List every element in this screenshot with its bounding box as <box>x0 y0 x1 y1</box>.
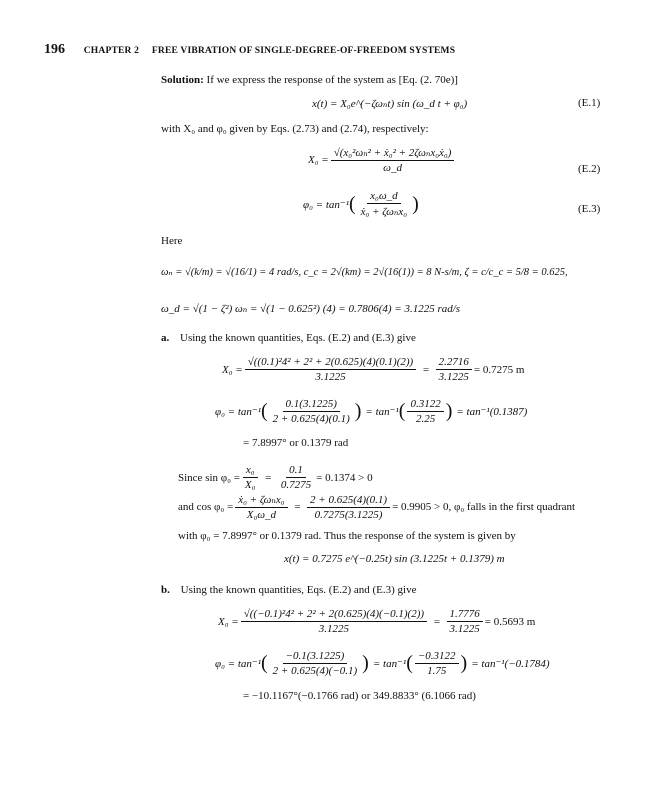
part-a-x0-result: = 0.7275 m <box>473 363 525 376</box>
part-b-x0-fraction <box>241 608 427 635</box>
part-b-phi-denominator-2: 1.75 <box>427 665 447 677</box>
part-a-phi-fraction <box>270 398 353 425</box>
equation-e2 <box>308 146 456 174</box>
part-b-phi-fraction-2 <box>415 650 459 677</box>
e3-denominator: ẋ₀ + ζωₙx₀ <box>360 206 408 218</box>
part-a-phi-numerator: 0.1(3.1225) <box>283 398 340 412</box>
solution-intro <box>161 74 458 86</box>
part-a-label: a. <box>161 332 170 344</box>
equation-e3: φ₀ = tan⁻¹ ( $\frac{\text{x₀ω\_d}}{\text{ẋ₀ + ζωₙx₀}}$ ) <box>303 190 419 218</box>
page-number: 196 <box>44 42 65 57</box>
part-a-cos-result: = 0.9905 > 0, φ₀ falls in the first quadrant <box>392 501 576 513</box>
part-b-x0-fraction-2 <box>447 608 483 635</box>
e2-lhs: X₀ = <box>308 154 329 166</box>
part-a-cos-denominator-2: 0.7275(3.1225) <box>314 508 383 521</box>
part-a-cos-numerator-2: 2 + 0.625(4)(0.1) <box>307 494 390 508</box>
part-b-phi-value: = −10.1167°(−0.1766 rad) or 349.8833° (6.1066 rad) <box>243 690 476 702</box>
part-a-sin-numerator: x₀ <box>243 464 258 478</box>
part-b-x0-lhs: X₀ = <box>218 615 239 628</box>
part-a-x0-lhs: X₀ = <box>222 363 243 376</box>
part-a-cos-fraction <box>235 493 287 521</box>
part-a-x0-numerator-2: 2.2716 <box>436 356 472 370</box>
part-a-cos-check: and cos φ₀ = $\frac{\text{ẋ₀ + ζωₙx₀}}{\text{X₀ω\_d}}$ = $\frac{2 + 0.625(4)(0.1)}{0.7275(3.1225)}$ = 0.9905 > 0, φ₀ falls in the first quadrant <box>178 493 576 521</box>
part-b-x0-equation: X₀ = $\frac{\text{√((−0.1)²4² + 2² + 2(0.625)(4)(−0.1)(2))}}{3.1225}$ = $\frac{1.7776}{3.1225}$ = 0.5693 m <box>218 608 536 635</box>
e2-fraction <box>331 146 455 174</box>
e2-denominator: ω_d <box>383 162 402 174</box>
natural-frequency-line: ωₙ = √(k/m) = √(16/1) = 4 rad/s, c_c = 2√(km) = 2√(16(1)) = 8 N-s/m, ζ = c/c_c = 5/8 = 0.625, <box>161 267 568 278</box>
part-b-phi-numerator-2: −0.3122 <box>415 650 459 664</box>
equation-tag-e1: (E.1) <box>578 97 601 109</box>
part-a-phi-value: = 7.8997° or 0.1379 rad <box>243 437 349 449</box>
equation-tag-e2: (E.2) <box>578 163 601 175</box>
part-b-x0-denominator-2: 3.1225 <box>449 623 480 635</box>
part-a-intro <box>161 332 416 344</box>
e2-numerator: √(x₀²ωₙ² + ẋ₀² + 2ζωₙx₀ẋ₀) <box>331 146 455 161</box>
part-a-phi-lhs: φ₀ = tan⁻¹ <box>215 406 261 418</box>
part-b-phi-result: = tan⁻¹(−0.1784) <box>471 658 550 670</box>
part-a-sin-numerator-2: 0.1 <box>286 464 306 478</box>
part-a-phi-result: = tan⁻¹(0.1387) <box>456 406 528 418</box>
part-a-phi-mid: = tan⁻¹ <box>365 406 399 418</box>
part-b-phi-lhs: φ₀ = tan⁻¹ <box>215 658 261 670</box>
equation-tag-e3: (E.3) <box>578 203 601 215</box>
part-a-phi-denominator-2: 2.25 <box>415 413 436 425</box>
part-a-cos-numerator: ẋ₀ + ζωₙx₀ <box>235 493 287 508</box>
part-a-phi-denominator: 2 + 0.625(4)(0.1) <box>272 413 350 425</box>
part-b-phi-fraction <box>270 650 361 677</box>
part-a-x0-equation: X₀ = $\frac{\text{√((0.1)²4² + 2² + 2(0.625)(4)(0.1)(2))}}{3.1225}$ = $\frac{2.2716}{3.1225}$ = 0.7275 m <box>222 356 525 383</box>
part-a-cos-denominator: X₀ω_d <box>246 509 277 521</box>
part-a-x0-fraction <box>245 356 416 383</box>
e3-numerator: x₀ω_d <box>367 190 400 204</box>
part-a-sin-denominator-2: 0.7275 <box>280 479 312 491</box>
part-a-phi-fraction-2 <box>407 398 443 425</box>
part-b-phi-mid: = tan⁻¹ <box>372 658 407 670</box>
part-a-sin-result: = 0.1374 > 0 <box>316 471 373 484</box>
part-a-x0-numerator: √((0.1)²4² + 2² + 2(0.625)(4)(0.1)(2)) <box>245 356 416 370</box>
here-label: Here <box>161 235 183 247</box>
part-b-intro <box>161 584 416 596</box>
part-a-sin-check: Since sin φ₀ = $\frac{\text{x₀}}{\text{X₀}}$ = $\frac{0.1}{0.7275}$ = 0.1374 > 0 <box>178 464 373 491</box>
part-a-phi-numerator-2: 0.3122 <box>407 398 443 412</box>
part-b-label: b. <box>161 584 170 596</box>
part-a-x0-denominator: 3.1225 <box>315 371 346 383</box>
part-a-x0-fraction-2 <box>436 356 472 383</box>
part-a-cos-fraction-2 <box>307 494 390 521</box>
solution-intro-text: If we express the response of the system as [Eq. (2. 70e)] <box>206 74 458 86</box>
part-a-sin-fraction-2 <box>278 464 314 491</box>
part-a-sin-fraction <box>242 464 259 491</box>
part-b-phi-numerator: −0.1(3.1225) <box>283 650 348 664</box>
part-b-x0-numerator: √((−0.1)²4² + 2² + 2(0.625)(4)(−0.1)(2)) <box>241 608 427 622</box>
part-a-response: x(t) = 0.7275 e^(−0.25t) sin (3.1225t + 0.1379) m <box>284 553 505 565</box>
part-b-x0-numerator-2: 1.7776 <box>447 608 483 622</box>
part-b-x0-denominator: 3.1225 <box>318 623 350 635</box>
equation-e1: x(t) = X₀e^(−ζωₙt) sin (ω_d t + φ₀) <box>312 98 468 110</box>
part-a-phi-equation: φ₀ = tan⁻¹ ( $\frac{0.1(3.1225)}{2 + 0.625(4)(0.1)}$ ) = tan⁻¹ ( $\frac{0.3122}{2.25}$ ) = tan⁻¹(0.1387) <box>215 398 528 425</box>
e3-lhs: φ₀ = tan⁻¹ <box>303 198 349 211</box>
e3-fraction <box>358 190 410 218</box>
given-text: with X₀ and φ₀ given by Eqs. (2.73) and (2.74), respectively: <box>161 123 429 135</box>
part-a-x0-denominator-2: 3.1225 <box>438 371 469 383</box>
chapter-label: CHAPTER 2 <box>83 46 140 56</box>
damped-frequency-line: ω_d = √(1 − ζ²) ωₙ = √(1 − 0.625²) (4) = 0.7806(4) = 3.1225 rad/s <box>161 303 461 315</box>
solution-label: Solution: <box>161 74 204 86</box>
part-a-intro-text: Using the known quantities, Eqs. (E.2) and (E.3) give <box>180 332 416 344</box>
part-a-cos-prefix: and cos φ₀ = <box>178 501 234 513</box>
part-a-sin-prefix: Since sin φ₀ = <box>178 471 240 484</box>
chapter-title: FREE VIBRATION OF SINGLE-DEGREE-OF-FREEDOM SYSTEMS <box>151 46 456 56</box>
part-a-sin-denominator: X₀ <box>244 479 256 491</box>
part-b-x0-result: = 0.5693 m <box>484 615 536 628</box>
part-a-with-line: with φ₀ = 7.8997° or 0.1379 rad. Thus the response of the system is given by <box>178 530 516 542</box>
part-b-phi-equation: φ₀ = tan⁻¹ ( $\frac{-0.1(3.1225)}{2 + 0.625(4)(-0.1)}$ ) = tan⁻¹ ( $\frac{-0.3122}{1.75}$ ) = tan⁻¹(−0.1784) <box>215 650 550 677</box>
part-b-intro-text: Using the known quantities, Eqs. (E.2) and (E.3) give <box>180 584 417 596</box>
part-b-phi-denominator: 2 + 0.625(4)(−0.1) <box>272 665 358 677</box>
page-header <box>44 42 455 58</box>
